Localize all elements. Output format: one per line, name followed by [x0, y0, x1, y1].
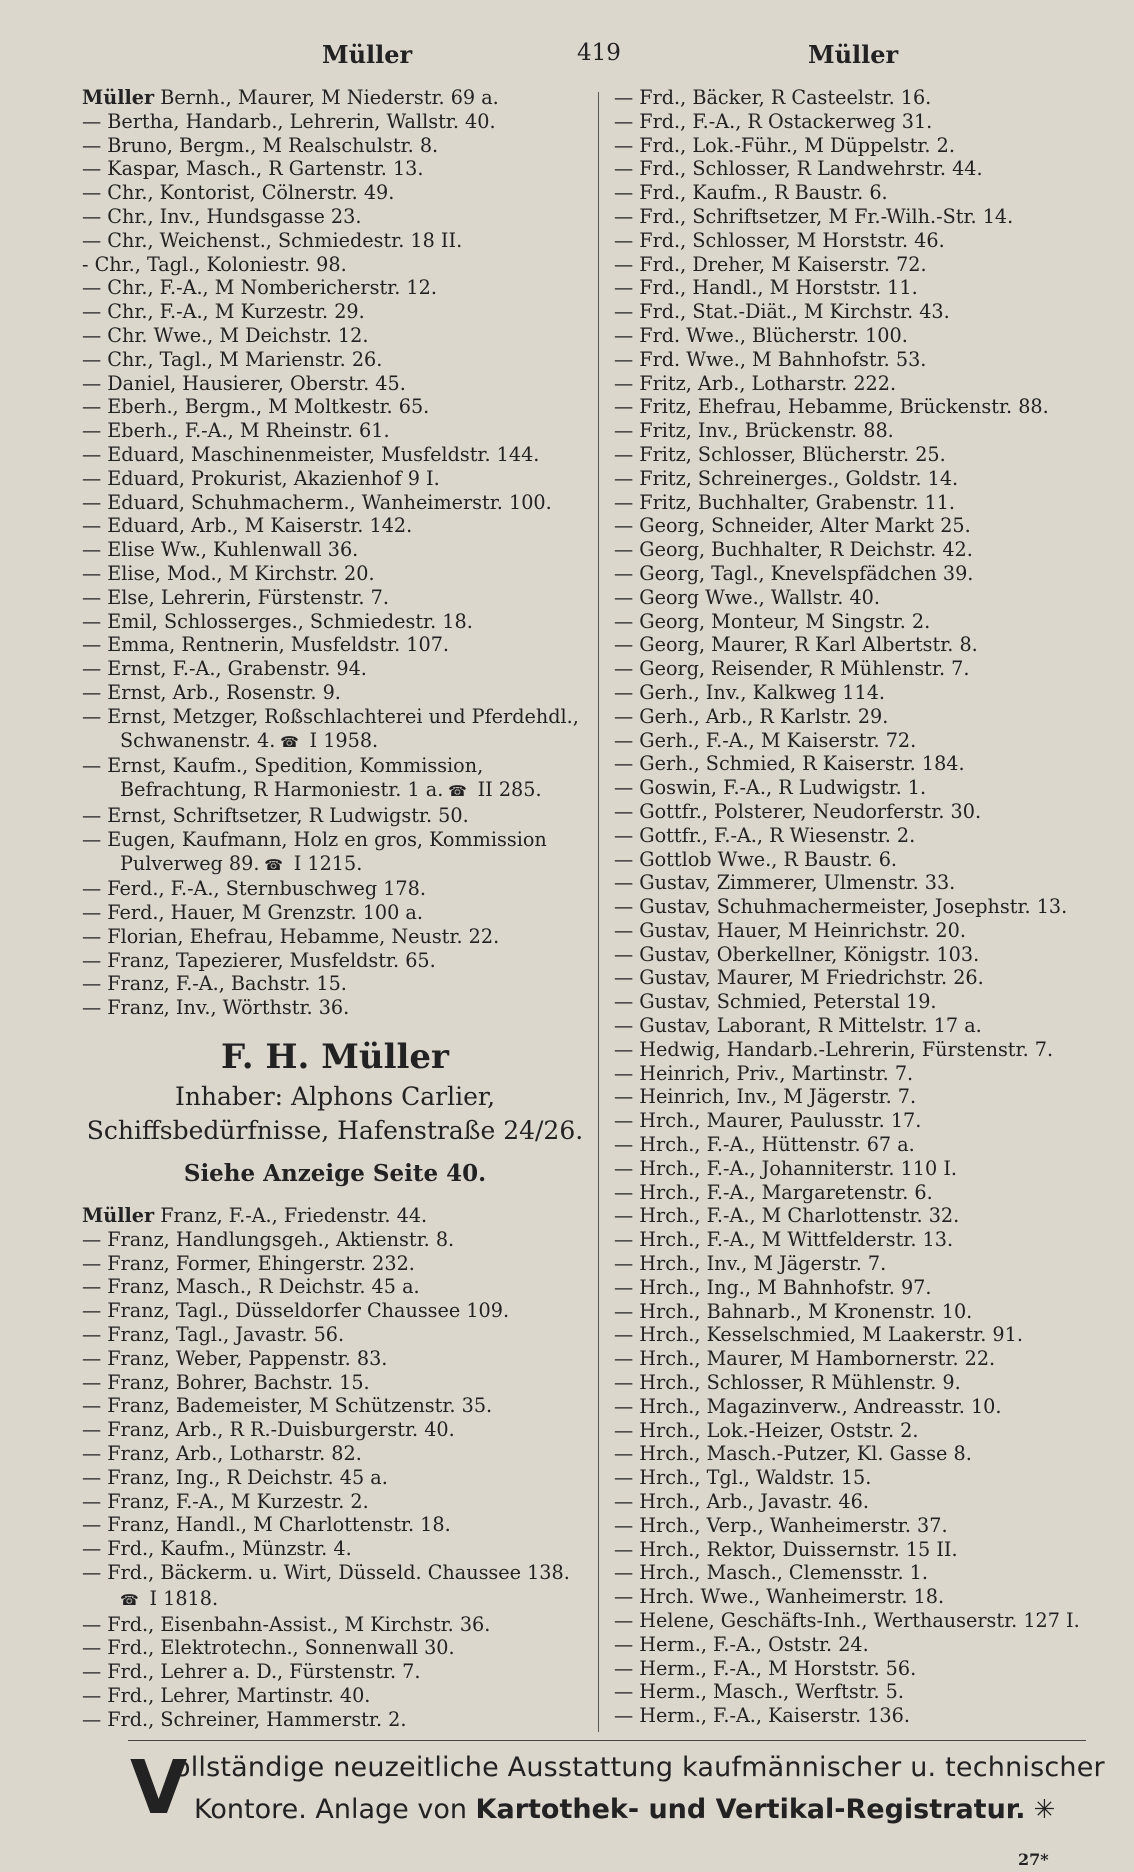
directory-entry	[614, 1038, 1084, 1062]
directory-entry	[614, 253, 1084, 277]
entry-text: — Heinrich, Priv., Martinstr. 7.	[614, 1061, 914, 1085]
directory-entry	[614, 1609, 1084, 1633]
directory-entry	[82, 1513, 588, 1537]
entry-text: — Hrch., Lok.-Heizer, Oststr. 2.	[614, 1418, 919, 1442]
directory-entry	[82, 324, 588, 348]
entry-text: — Ernst, Schriftsetzer, R Ludwigstr. 50.	[82, 803, 469, 827]
entry-text: — Hrch., Arb., Javastr. 46.	[614, 1490, 869, 1514]
directory-entry	[82, 657, 588, 681]
directory-entry	[82, 1418, 588, 1442]
entry-text: — Florian, Ehefrau, Hebamme, Neustr. 22.	[82, 924, 500, 948]
directory-entry	[614, 1561, 1084, 1585]
directory-entry	[82, 1204, 588, 1228]
advertisement	[82, 1034, 588, 1194]
telephone-icon: ☎	[120, 1590, 144, 1609]
directory-entry	[82, 1660, 588, 1684]
directory-entry	[614, 1585, 1084, 1609]
entry-text: — Frd., Schlosser, R Landwehrstr. 44.	[614, 157, 983, 181]
directory-entry	[614, 1657, 1084, 1681]
entry-text: — Goswin, F.-A., R Ludwigstr. 1.	[614, 776, 927, 800]
directory-entry	[614, 1109, 1084, 1133]
entry-text: — Gottlob Wwe., R Baustr. 6.	[614, 847, 898, 871]
directory-entry	[614, 895, 1084, 919]
entry-text: — Hrch., Masch.-Putzer, Kl. Gasse 8.	[614, 1442, 972, 1466]
telephone-icon: ☎	[275, 732, 304, 751]
entry-text: — Hrch., F.-A., Johanniterstr. 110 I.	[614, 1156, 958, 1180]
directory-entry	[614, 966, 1084, 990]
entry-phone: I 1958.	[309, 728, 379, 752]
directory-entry	[82, 1323, 588, 1347]
entry-text: — Daniel, Hausierer, Oberstr. 45.	[82, 371, 406, 395]
directory-entry	[82, 372, 588, 396]
directory-entry	[614, 1228, 1084, 1252]
directory-entry	[82, 1537, 588, 1561]
entry-text: — Gerh., Inv., Kalkweg 114.	[614, 680, 886, 704]
directory-entry	[614, 86, 1084, 110]
entry-text: — Franz, Tagl., Düsseldorfer Chaussee 109.	[82, 1299, 510, 1323]
directory-entry	[614, 1276, 1084, 1300]
directory-entry	[614, 1395, 1084, 1419]
directory-entry	[82, 467, 588, 491]
telephone-icon: ☎	[259, 855, 288, 874]
directory-entry	[614, 324, 1084, 348]
entry-text: — Hrch., F.-A., Hüttenstr. 67 a.	[614, 1133, 915, 1157]
entry-text: — Heinrich, Inv., M Jägerstr. 7.	[614, 1085, 917, 1109]
entry-text: — Ernst, Metzger, Roßschlachterei und Pferdehdl., Schwanenstr. 4.	[82, 704, 579, 752]
entry-text: — Gerh., F.-A., M Kaiserstr. 72.	[614, 728, 917, 752]
directory-entry	[614, 729, 1084, 753]
entry-text: — Franz, Former, Ehingerstr. 232.	[82, 1251, 415, 1275]
footer-line-2a: Kontore. Anlage von	[194, 1794, 476, 1825]
entry-text: — Frd., Schreiner, Hammerstr. 2.	[82, 1707, 407, 1731]
directory-entry	[614, 824, 1084, 848]
directory-entry	[614, 300, 1084, 324]
directory-entry	[82, 491, 588, 515]
directory-entry	[82, 229, 588, 253]
entry-text: — Frd. Wwe., M Bahnhofstr. 53.	[614, 347, 927, 371]
entry-text: — Gustav, Schmied, Peterstal 19.	[614, 990, 937, 1014]
directory-entry	[614, 1204, 1084, 1228]
directory-entry	[82, 1684, 588, 1708]
entry-text: — Gerh., Schmied, R Kaiserstr. 184.	[614, 752, 965, 776]
directory-entry	[614, 181, 1084, 205]
entry-text: — Chr., F.-A., M Nombericherstr. 12.	[82, 276, 437, 300]
entry-text: — Hrch., Kesselschmied, M Laakerstr. 91.	[614, 1323, 1023, 1347]
column-divider	[598, 92, 599, 1732]
header-right-name: Müller	[808, 40, 899, 69]
entry-text: — Hrch., Inv., M Jägerstr. 7.	[614, 1252, 887, 1276]
entry-text: — Franz, Arb., R R.-Duisburgerstr. 40.	[82, 1418, 455, 1442]
entries-before-ad	[82, 86, 588, 1020]
entry-text: — Chr., Tagl., M Marienstr. 26.	[82, 347, 383, 371]
directory-entry	[82, 1275, 588, 1299]
directory-entry	[82, 925, 588, 949]
entry-text: — Frd., Kaufm., R Baustr. 6.	[614, 181, 888, 205]
entry-text: — Frd., Stat.-Diät., M Kirchstr. 43.	[614, 300, 950, 324]
directory-entry	[82, 681, 588, 705]
directory-entry	[82, 1394, 588, 1418]
entry-text: — Franz, Ing., R Deichstr. 45 a.	[82, 1465, 388, 1489]
directory-entry	[614, 1680, 1084, 1704]
directory-entry	[82, 828, 588, 878]
directory-entry	[614, 1704, 1084, 1728]
directory-entry	[82, 586, 588, 610]
entry-text: — Chr., Kontorist, Cölnerstr. 49.	[82, 181, 395, 205]
directory-entry	[614, 514, 1084, 538]
entry-text: — Herm., F.-A., Kaiserstr. 136.	[614, 1704, 910, 1728]
entry-text: — Georg, Reisender, R Mühlenstr. 7.	[614, 657, 970, 681]
entry-text: — Hrch., Maurer, Paulusstr. 17.	[614, 1109, 922, 1133]
footer-initial: V	[130, 1745, 188, 1831]
ad-business: Schiffsbedürfnisse, Hafenstraße 24/26.	[86, 1116, 584, 1146]
directory-entry	[82, 419, 588, 443]
entry-text: — Herm., Masch., Werftstr. 5.	[614, 1680, 904, 1704]
directory-entry	[614, 276, 1084, 300]
entry-text: — Frd., F.-A., R Ostackerweg 31.	[614, 109, 933, 133]
directory-entry	[614, 871, 1084, 895]
directory-entry	[614, 1014, 1084, 1038]
directory-entry	[614, 1419, 1084, 1443]
entry-text: — Else, Lehrerin, Fürstenstr. 7.	[82, 585, 389, 609]
directory-entry	[82, 1636, 588, 1660]
directory-entry	[82, 610, 588, 634]
entry-text: — Georg Wwe., Wallstr. 40.	[614, 585, 880, 609]
directory-entry	[614, 1085, 1084, 1109]
directory-entry	[614, 1252, 1084, 1276]
right-column	[614, 86, 1084, 1728]
directory-entry	[614, 1062, 1084, 1086]
footer-rule	[128, 1740, 1086, 1741]
entry-text: — Franz, Inv., Wörthstr. 36.	[82, 996, 350, 1020]
entry-text: — Franz, Weber, Pappenstr. 83.	[82, 1346, 388, 1370]
entry-text: — Ferd., F.-A., Sternbuschweg 178.	[82, 877, 426, 901]
entry-text: — Emma, Rentnerin, Musfeldstr. 107.	[82, 633, 450, 657]
entry-text: — Kaspar, Masch., R Gartenstr. 13.	[82, 157, 424, 181]
entry-surname: Müller	[82, 1204, 155, 1228]
directory-entry	[82, 1252, 588, 1276]
entry-text: — Franz, Arb., Lotharstr. 82.	[82, 1442, 362, 1466]
ad-reference: Siehe Anzeige Seite 40.	[183, 1160, 487, 1188]
directory-entry	[614, 229, 1084, 253]
entry-text: — Ferd., Hauer, M Grenzstr. 100 a.	[82, 901, 423, 925]
entry-text: — Herm., F.-A., Oststr. 24.	[614, 1632, 869, 1656]
entry-text: — Frd., Kaufm., Münzstr. 4.	[82, 1537, 352, 1561]
directory-entry	[82, 1228, 588, 1252]
entry-text: — Hrch. Wwe., Wanheimerstr. 18.	[614, 1585, 945, 1609]
directory-entry	[614, 1133, 1084, 1157]
entry-text: — Chr. Wwe., M Deichstr. 12.	[82, 323, 369, 347]
entry-text: — Gustav, Oberkellner, Königstr. 103.	[614, 942, 980, 966]
directory-entry	[82, 538, 588, 562]
footer-line-2	[194, 1794, 1055, 1825]
entry-surname: Müller	[82, 86, 155, 109]
directory-entry	[614, 800, 1084, 824]
entry-text: — Fritz, Buchhalter, Grabenstr. 11.	[614, 490, 956, 514]
entry-text: — Franz, F.-A., Bachstr. 15.	[82, 972, 347, 996]
entry-text: — Fritz, Arb., Lotharstr. 222.	[614, 371, 897, 395]
entry-text: — Eduard, Prokurist, Akazienhof 9 I.	[82, 466, 440, 490]
right-entries	[614, 86, 1084, 1728]
entry-text: — Gottfr., F.-A., R Wiesenstr. 2.	[614, 823, 916, 847]
entry-text: — Ernst, F.-A., Grabenstr. 94.	[82, 657, 367, 681]
entry-text: — Eberh., F.-A., M Rheinstr. 61.	[82, 419, 390, 443]
directory-entry	[614, 157, 1084, 181]
directory-entry	[82, 1442, 588, 1466]
entry-text: — Gustav, Zimmerer, Ulmenstr. 33.	[614, 871, 956, 895]
directory-entry	[82, 633, 588, 657]
left-column	[82, 86, 588, 1732]
entry-phone: I 1818.	[149, 1586, 219, 1610]
entry-text: — Gustav, Maurer, M Friedrichstr. 26.	[614, 966, 984, 990]
entry-text: — Franz, Handl., M Charlottenstr. 18.	[82, 1513, 451, 1537]
entry-text: — Frd. Wwe., Blücherstr. 100.	[614, 323, 908, 347]
entry-text: — Frd., Elektrotechn., Sonnenwall 30.	[82, 1636, 455, 1660]
entry-text: — Frd., Bäcker, R Casteelstr. 16.	[614, 86, 932, 109]
entry-text: — Franz, Tapezierer, Musfeldstr. 65.	[82, 948, 436, 972]
directory-entry	[614, 586, 1084, 610]
entry-text: — Hrch., Bahnarb., M Kronenstr. 10.	[614, 1299, 973, 1323]
directory-entry	[614, 1347, 1084, 1371]
directory-entry	[614, 776, 1084, 800]
directory-entry	[614, 1442, 1084, 1466]
directory-entry	[82, 1613, 588, 1637]
entry-text: — Franz, Tagl., Javastr. 56.	[82, 1323, 345, 1347]
directory-entry	[614, 705, 1084, 729]
entry-text: — Hrch., Verp., Wanheimerstr. 37.	[614, 1513, 948, 1537]
entry-text: — Hrch., F.-A., Margaretenstr. 6.	[614, 1180, 933, 1204]
asterisk-icon: ✳	[1033, 1795, 1056, 1825]
entry-text: — Gustav, Hauer, M Heinrichstr. 20.	[614, 918, 966, 942]
directory-entry	[614, 1538, 1084, 1562]
entry-text: — Herm., F.-A., M Horststr. 56.	[614, 1656, 917, 1680]
directory-entry	[614, 1633, 1084, 1657]
directory-entry	[614, 538, 1084, 562]
entry-text: — Eduard, Arb., M Kaiserstr. 142.	[82, 514, 413, 538]
directory-entry	[82, 134, 588, 158]
directory-entry	[82, 1371, 588, 1395]
directory-entry	[82, 514, 588, 538]
directory-entry	[82, 1466, 588, 1490]
directory-entry	[614, 919, 1084, 943]
directory-entry	[614, 1371, 1084, 1395]
directory-entry	[614, 1157, 1084, 1181]
entry-text: — Hrch., Schlosser, R Mühlenstr. 9.	[614, 1371, 961, 1395]
entry-text: — Elise, Mod., M Kirchstr. 20.	[82, 561, 375, 585]
directory-entry	[614, 943, 1084, 967]
directory-entry	[614, 467, 1084, 491]
directory-entry	[614, 1466, 1084, 1490]
directory-entry	[614, 372, 1084, 396]
directory-entry	[82, 877, 588, 901]
directory-entry	[614, 752, 1084, 776]
entry-text: — Eugen, Kaufmann, Holz en gros, Kommission Pulverweg 89.	[82, 827, 547, 875]
directory-entry	[82, 901, 588, 925]
directory-entry	[82, 996, 588, 1020]
entry-text: — Georg, Buchhalter, R Deichstr. 42.	[614, 538, 973, 562]
entries-after-ad	[82, 1204, 588, 1732]
directory-entry	[82, 1299, 588, 1323]
directory-entry	[614, 1300, 1084, 1324]
entry-text: — Hrch., F.-A., M Wittfelderstr. 13.	[614, 1228, 954, 1252]
entry-text: — Hrch., Rektor, Duissernstr. 15 II.	[614, 1537, 958, 1561]
entry-text: — Franz, Bademeister, M Schützenstr. 35.	[82, 1394, 493, 1418]
directory-entry	[82, 949, 588, 973]
ad-owner: Inhaber: Alphons Carlier,	[174, 1082, 496, 1112]
directory-entry	[82, 205, 588, 229]
entry-text: — Bertha, Handarb., Lehrerin, Wallstr. 40.	[82, 109, 496, 133]
entry-text: — Bruno, Bergm., M Realschulstr. 8.	[82, 133, 439, 157]
directory-entry	[614, 610, 1084, 634]
entry-text: — Hrch., Masch., Clemensstr. 1.	[614, 1561, 928, 1585]
directory-entry	[82, 1708, 588, 1732]
directory-entry	[82, 443, 588, 467]
entry-text: — Hrch., Magazinverw., Andreasstr. 10.	[614, 1394, 1002, 1418]
directory-entry	[82, 754, 588, 804]
entry-text: — Chr., Weichenst., Schmiedestr. 18 II.	[82, 228, 463, 252]
entry-phone: I 1215.	[293, 851, 363, 875]
ad-company-name: F. H. Müller	[221, 1037, 449, 1078]
entry-text: Franz, F.-A., Friedenstr. 44.	[154, 1204, 428, 1228]
directory-entry	[614, 562, 1084, 586]
directory-entry	[82, 253, 588, 277]
directory-entry	[82, 705, 588, 755]
directory-entry	[614, 848, 1084, 872]
signature-mark: 27*	[1018, 1850, 1049, 1869]
entry-text: — Franz, F.-A., M Kurzestr. 2.	[82, 1489, 369, 1513]
entry-text: — Frd., Eisenbahn-Assist., M Kirchstr. 36.	[82, 1612, 491, 1636]
entry-text: — Gottfr., Polsterer, Neudorferstr. 30.	[614, 799, 982, 823]
entry-phone: II 285.	[477, 778, 542, 802]
directory-entry	[614, 1514, 1084, 1538]
entry-text: — Ernst, Arb., Rosenstr. 9.	[82, 680, 341, 704]
entry-text: — Georg, Monteur, M Singstr. 2.	[614, 609, 931, 633]
directory-entry	[614, 491, 1084, 515]
entry-text: — Hrch., Maurer, M Hambornerstr. 22.	[614, 1347, 996, 1371]
entry-text: — Eduard, Schuhmacherm., Wanheimerstr. 100.	[82, 490, 552, 514]
directory-entry	[614, 990, 1084, 1014]
entry-text: — Frd., Lok.-Führ., M Düppelstr. 2.	[614, 133, 955, 157]
directory-entry	[614, 1490, 1084, 1514]
entry-text: — Frd., Schriftsetzer, M Fr.-Wilh.-Str. 14.	[614, 204, 1014, 228]
entry-text: — Franz, Bohrer, Bachstr. 15.	[82, 1370, 370, 1394]
directory-entry	[82, 1490, 588, 1514]
directory-entry	[82, 300, 588, 324]
entry-text: — Hrch., Ing., M Bahnhofstr. 97.	[614, 1275, 932, 1299]
directory-entry	[614, 443, 1084, 467]
directory-entry	[82, 276, 588, 300]
page-number: 419	[577, 40, 621, 66]
directory-entry	[82, 181, 588, 205]
entry-text: — Helene, Geschäfts-Inh., Werthauserstr. 127 I.	[614, 1609, 1080, 1632]
directory-entry	[614, 633, 1084, 657]
footer-advertisement	[130, 1745, 1105, 1836]
entry-text: — Georg, Maurer, R Karl Albertstr. 8.	[614, 633, 978, 657]
entry-text: — Frd., Bäckerm. u. Wirt, Düsseld. Chaussee 138.	[82, 1561, 570, 1585]
footer-line-2b: Kartothek- und Vertikal-Registratur.	[475, 1794, 1026, 1825]
entry-text: — Emil, Schlosserges., Schmiedestr. 18.	[82, 609, 473, 633]
entry-text: — Gerh., Arb., R Karlstr. 29.	[614, 704, 889, 728]
entry-text: — Fritz, Ehefrau, Hebamme, Brückenstr. 88.	[614, 395, 1049, 419]
directory-entry	[82, 395, 588, 419]
directory-entry	[614, 419, 1084, 443]
entry-text: — Gustav, Laborant, R Mittelstr. 17 a.	[614, 1014, 982, 1038]
entry-text: - Chr., Tagl., Koloniestr. 98.	[82, 252, 347, 276]
page-header	[0, 40, 1134, 80]
entry-text: — Chr., F.-A., M Kurzestr. 29.	[82, 300, 365, 324]
directory-entry	[614, 134, 1084, 158]
entry-text: — Frd., Dreher, M Kaiserstr. 72.	[614, 252, 927, 276]
entry-text: — Elise Ww., Kuhlenwall 36.	[82, 538, 359, 562]
entry-text: — Chr., Inv., Hundsgasse 23.	[82, 204, 362, 228]
directory-entry	[82, 1561, 588, 1613]
directory-entry	[614, 1181, 1084, 1205]
directory-entry	[614, 681, 1084, 705]
entry-text: — Fritz, Schlosser, Blücherstr. 25.	[614, 442, 946, 466]
directory-entry	[82, 562, 588, 586]
directory-entry	[82, 972, 588, 996]
header-left-name: Müller	[322, 40, 413, 69]
directory-entry	[614, 657, 1084, 681]
telephone-icon: ☎	[443, 782, 472, 801]
directory-entry	[614, 395, 1084, 419]
entry-text: — Eberh., Bergm., M Moltkestr. 65.	[82, 395, 430, 419]
entry-text: — Frd., Lehrer, Martinstr. 40.	[82, 1684, 371, 1708]
directory-entry	[614, 110, 1084, 134]
directory-entry	[82, 1347, 588, 1371]
entry-text: — Hrch., F.-A., M Charlottenstr. 32.	[614, 1204, 960, 1228]
directory-entry	[82, 157, 588, 181]
directory-entry	[614, 205, 1084, 229]
entry-text: — Hedwig, Handarb.-Lehrerin, Fürstenstr. 7.	[614, 1037, 1054, 1061]
entry-text: — Frd., Schlosser, M Horststr. 46.	[614, 228, 945, 252]
entry-text: — Georg, Schneider, Alter Markt 25.	[614, 514, 971, 538]
footer-line-1: ollständige neuzeitliche Ausstattung kaufmännischer u. technischer	[174, 1752, 1105, 1783]
entry-text: — Franz, Masch., R Deichstr. 45 a.	[82, 1275, 420, 1299]
entry-text: — Frd., Lehrer a. D., Fürstenstr. 7.	[82, 1660, 421, 1684]
entry-text: — Ernst, Kaufm., Spedition, Kommission, Befrachtung, R Harmoniestr. 1 a.	[82, 754, 484, 802]
entry-text: — Fritz, Schreinerges., Goldstr. 14.	[614, 466, 959, 490]
entry-text: Bernh., Maurer, M Niederstr. 69 a.	[154, 86, 499, 109]
directory-entry	[82, 348, 588, 372]
directory-entry	[82, 804, 588, 828]
entry-text: — Hrch., Tgl., Waldstr. 15.	[614, 1466, 872, 1490]
entry-text: — Frd., Handl., M Horststr. 11.	[614, 276, 918, 300]
entry-text: — Eduard, Maschinenmeister, Musfeldstr. 144.	[82, 442, 540, 466]
entry-text: — Fritz, Inv., Brückenstr. 88.	[614, 419, 894, 443]
directory-entry	[82, 110, 588, 134]
entry-text: — Gustav, Schuhmachermeister, Josephstr. 13.	[614, 895, 1068, 919]
directory-entry	[82, 86, 588, 110]
directory-entry	[614, 348, 1084, 372]
entry-text: — Franz, Handlungsgeh., Aktienstr. 8.	[82, 1227, 455, 1251]
directory-entry	[614, 1323, 1084, 1347]
entry-text: — Georg, Tagl., Knevelspfädchen 39.	[614, 561, 974, 585]
